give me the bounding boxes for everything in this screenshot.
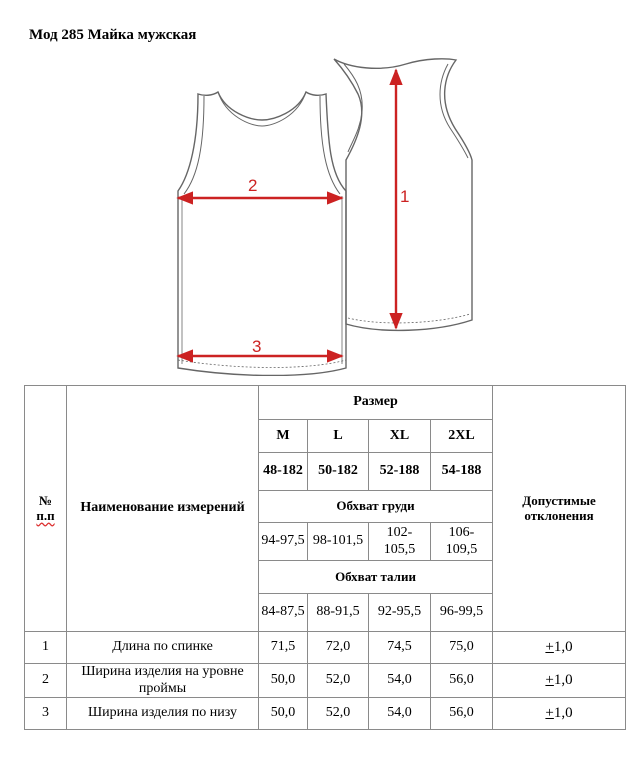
row-value: 75,0 bbox=[431, 632, 493, 664]
row-name: Ширина изделия по низу bbox=[67, 698, 259, 730]
row-value: 50,0 bbox=[259, 698, 308, 730]
waist-cell: 92-95,5 bbox=[369, 594, 431, 632]
row-tolerance: +1,0 bbox=[493, 698, 626, 730]
row-value: 54,0 bbox=[369, 698, 431, 730]
tolerance-header: Допустимые отклонения bbox=[493, 386, 626, 632]
measure-label-1: 1 bbox=[400, 187, 410, 206]
waist-header: Обхват талии bbox=[259, 561, 493, 594]
row-value: 74,5 bbox=[369, 632, 431, 664]
size-cell: L bbox=[308, 420, 369, 453]
chest-header: Обхват груди bbox=[259, 491, 493, 523]
number-header: № п.п bbox=[25, 386, 67, 632]
chest-cell: 98-101,5 bbox=[308, 523, 369, 561]
chest-cell: 102-105,5 bbox=[369, 523, 431, 561]
size-cell: 2XL bbox=[431, 420, 493, 453]
waist-cell: 96-99,5 bbox=[431, 594, 493, 632]
waist-cell: 88-91,5 bbox=[308, 594, 369, 632]
waist-cell: 84-87,5 bbox=[259, 594, 308, 632]
table-row bbox=[25, 664, 626, 698]
front-view bbox=[178, 92, 346, 376]
chest-cell: 94-97,5 bbox=[259, 523, 308, 561]
size-header: Размер bbox=[259, 386, 493, 420]
row-number: 3 bbox=[25, 698, 67, 730]
row-value: 54,0 bbox=[369, 664, 431, 698]
height-cell: 50-182 bbox=[308, 453, 369, 491]
row-value: 50,0 bbox=[259, 664, 308, 698]
row-number: 1 bbox=[25, 632, 67, 664]
size-table bbox=[24, 385, 626, 730]
row-value: 52,0 bbox=[308, 698, 369, 730]
size-cell: M bbox=[259, 420, 308, 453]
chest-cell: 106-109,5 bbox=[431, 523, 493, 561]
row-tolerance: +1,0 bbox=[493, 664, 626, 698]
row-number: 2 bbox=[25, 664, 67, 698]
name-header: Наименование измерений bbox=[67, 386, 259, 632]
row-value: 56,0 bbox=[431, 698, 493, 730]
row-value: 72,0 bbox=[308, 632, 369, 664]
row-tolerance: +1,0 bbox=[493, 632, 626, 664]
table-row bbox=[25, 698, 626, 730]
row-name: Ширина изделия на уровне проймы bbox=[67, 664, 259, 698]
size-cell: XL bbox=[369, 420, 431, 453]
height-cell: 52-188 bbox=[369, 453, 431, 491]
tank-top-drawing bbox=[160, 56, 490, 376]
row-value: 71,5 bbox=[259, 632, 308, 664]
row-value: 52,0 bbox=[308, 664, 369, 698]
document-title: Мод 285 Майка мужская bbox=[29, 27, 197, 43]
row-name: Длина по спинке bbox=[67, 632, 259, 664]
measure-label-2: 2 bbox=[248, 176, 258, 195]
height-cell: 54-188 bbox=[431, 453, 493, 491]
row-value: 56,0 bbox=[431, 664, 493, 698]
table-row bbox=[25, 632, 626, 664]
height-cell: 48-182 bbox=[259, 453, 308, 491]
measure-label-3: 3 bbox=[252, 337, 262, 356]
